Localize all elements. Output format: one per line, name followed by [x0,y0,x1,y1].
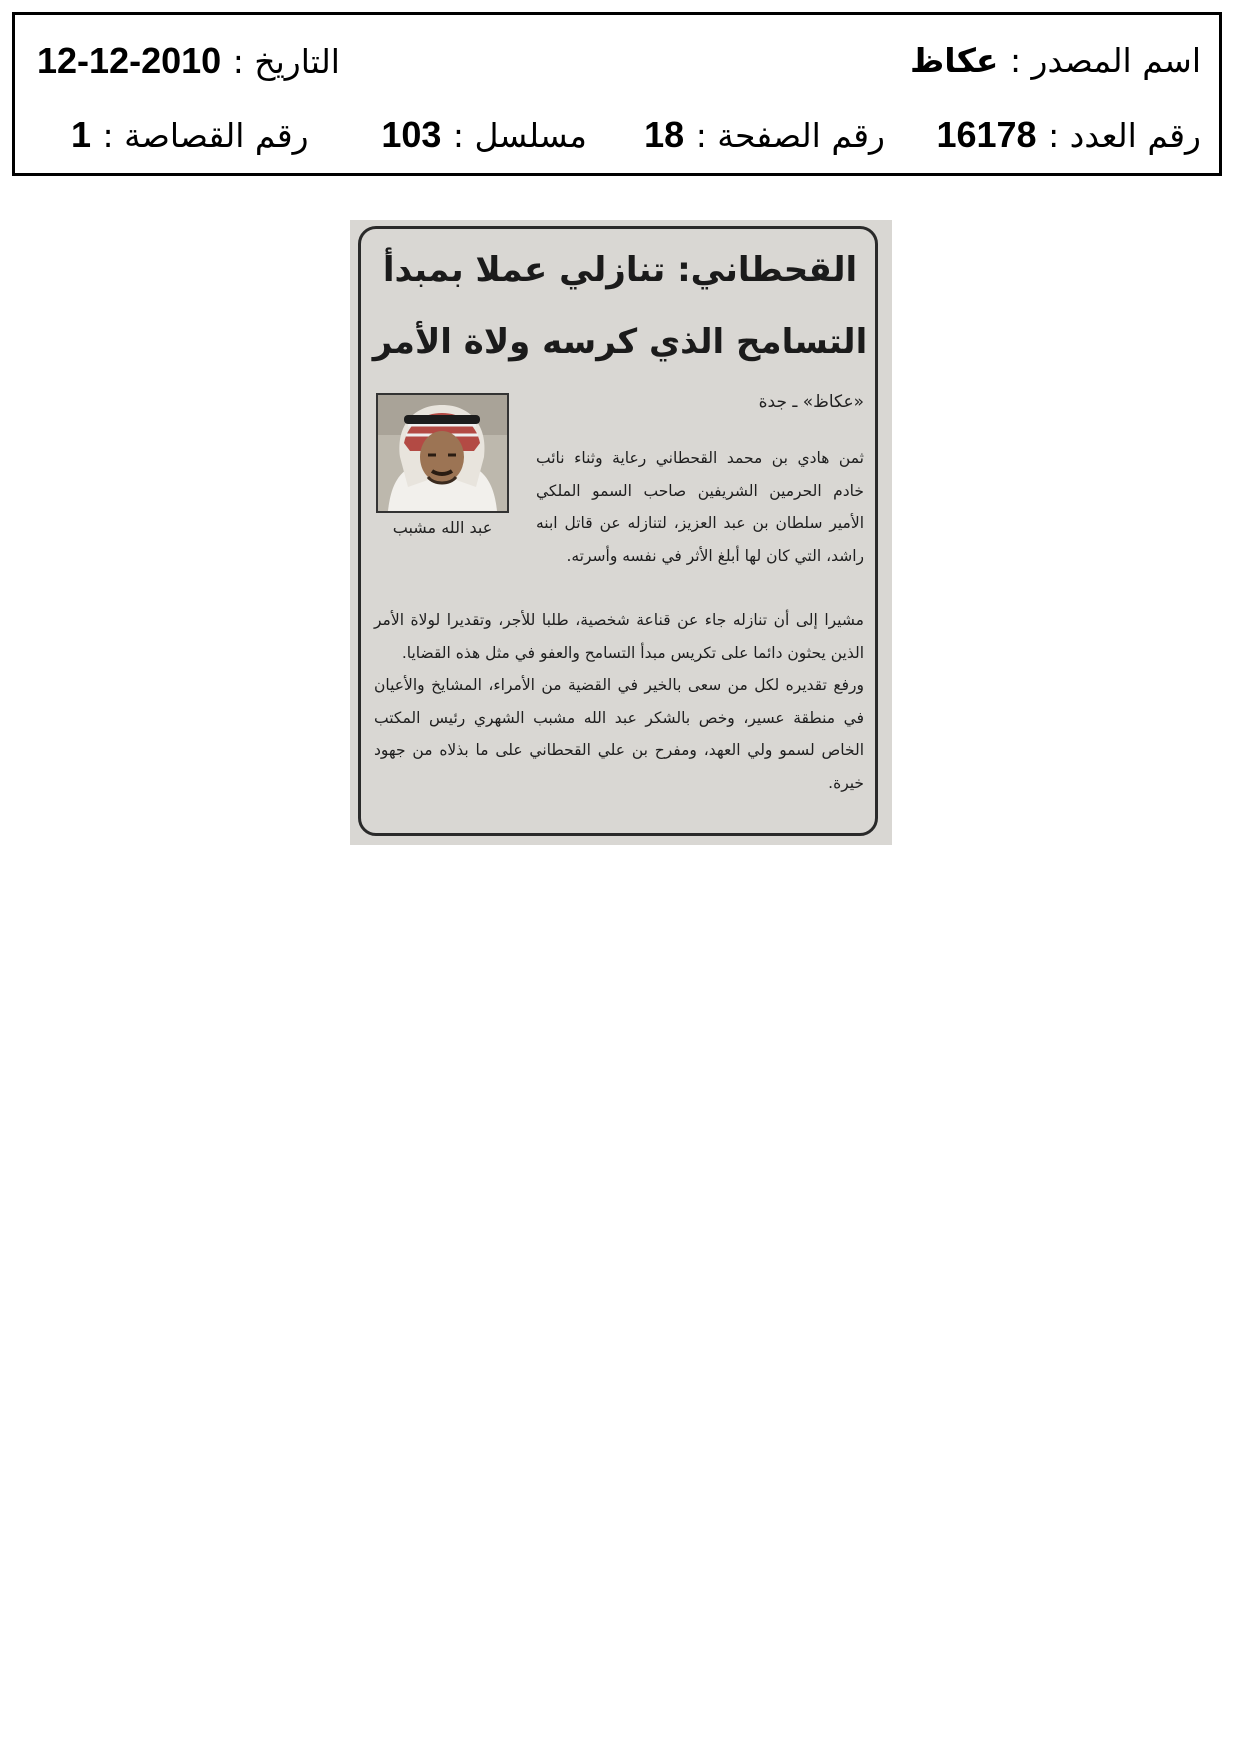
clip-number-label: رقم القصاصة : [102,116,309,155]
article-headline [370,234,870,378]
issue-label: رقم العدد : [1048,116,1201,155]
portrait-photo [376,393,509,513]
paragraph-3: ورفع تقديره لكل من سعى بالخير في القضية من الأمراء، المشايخ والأعيان في منطقة عسير، وخص بالشكر عبد الله مشبب الشهري رئيس المكتب الخاص لسمو ولي العهد، ومفرح بن علي القحطاني على ما بذلاه من جهود خيرة. [374,676,864,792]
headline-line-1: القحطاني: تنازلي عملا بمبدأ [382,250,858,290]
serial-value: 103 [381,114,442,155]
page-label: رقم الصفحة : [695,116,885,155]
issue-value: 16178 [936,114,1037,155]
clip-number-value: 1 [71,114,92,155]
paragraph-2: مشيرا إلى أن تنازله جاء عن قناعة شخصية، طلبا للأجر، وتقديرا لولاة الأمر الذين يحثون دائما على تكريس مبدأ التسامح والعفو في مثل هذه القضايا. [374,611,864,662]
source-value: عكاظ [910,41,999,80]
paragraph-1: ثمن هادي بن محمد القحطاني رعاية وثناء نائب خادم الحرمين الشريفين صاحب السمو الملكي الأمير سلطان بن عبد العزيز، لتنازله عن قاتل ابنه راشد، التي كان لها أبلغ الأثر في نفسه وأسرته. [536,449,864,565]
page-field [644,115,885,156]
date-field [37,41,340,82]
article-dateline: «عكاظ» ـ جدة [758,392,864,412]
portrait-image [378,395,507,511]
page-value: 18 [644,114,685,155]
article-body-bottom [374,604,864,799]
source-field [910,41,1201,81]
date-label: التاريخ : [232,42,340,81]
article-body-top [536,442,864,572]
newspaper-clipping [350,220,892,845]
serial-field [381,115,587,156]
source-label: اسم المصدر : [1009,41,1201,80]
date-value: 2010-12-12 [37,40,222,81]
clipping-info-box [12,12,1222,176]
photo-caption: عبد الله مشبب [392,518,493,537]
serial-label: مسلسل : [452,116,587,155]
clip-number-field [71,115,309,156]
issue-field [936,115,1201,156]
headline-line-2: التسامح الذي كرسه ولاة الأمر [372,322,868,362]
